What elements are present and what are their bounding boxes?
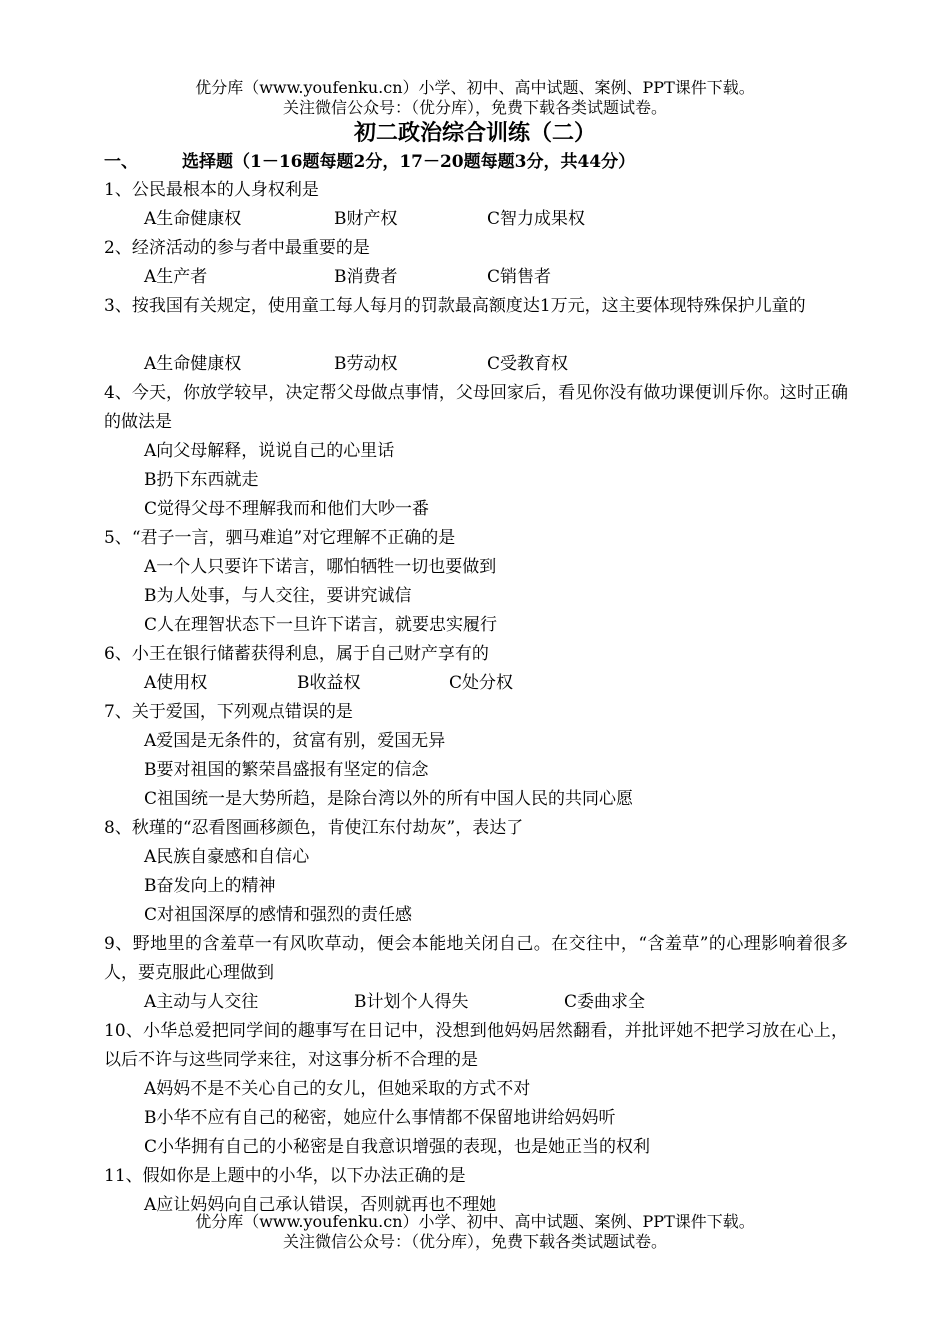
question-9: 9、野地里的含羞草一有风吹草动，便会本能地关闭自己。在交往中，“含羞草”的心理影响着很多人，要克服此心理做到	[104, 934, 848, 983]
question-1: 1、公民最根本的人身权利是	[104, 180, 319, 200]
question-10: 10、小华总爱把同学间的趣事写在日记中，没想到他妈妈居然翻看，并批评她不把学习放在心上，以后不许与这些同学来往，对这事分析不合理的是	[104, 1021, 848, 1070]
question-2: 2、经济活动的参与者中最重要的是	[104, 238, 370, 258]
option: C处分权	[449, 673, 514, 693]
option: B小华不应有自己的秘密，她应什么事情都不保留地讲给妈妈听	[144, 1108, 616, 1128]
option: A向父母解释，说说自己的心里话	[144, 441, 395, 461]
question-8: 8、秋瑾的“忍看图画移颜色，肯使江东付劫灰”，表达了	[104, 818, 524, 838]
option: A民族自豪感和自信心	[144, 847, 310, 867]
question-7: 7、关于爱国，下列观点错误的是	[104, 702, 353, 722]
option: A生命健康权	[144, 209, 242, 229]
question-2-options	[104, 263, 848, 292]
option: C小华拥有自己的小秘密是自我意识增强的表现，也是她正当的权利	[144, 1137, 651, 1157]
option: B扔下东西就走	[144, 470, 259, 490]
option: B财产权	[334, 209, 398, 229]
question-1-options	[104, 205, 848, 234]
option: B要对祖国的繁荣昌盛报有坚定的信念	[144, 760, 429, 780]
footer-line-1: 优分库（www.youfenku.cn）小学、初中、高中试题、案例、PPT课件下载。	[195, 1212, 755, 1231]
section-label: 选择题（1－16题每题2分，17－20题每题3分，共44分）	[182, 152, 636, 172]
question-6-options	[104, 669, 848, 698]
option: B奋发向上的精神	[144, 876, 276, 896]
question-3-options	[104, 350, 848, 379]
option: A使用权	[144, 673, 208, 693]
option: A爱国是无条件的，贫富有别，爱国无异	[144, 731, 446, 751]
question-11: 11、假如你是上题中的小华，以下办法正确的是	[104, 1166, 466, 1186]
question-3: 3、按我国有关规定，使用童工每人每月的罚款最高额度达1万元，这主要体现特殊保护儿童的	[104, 296, 806, 316]
option: A生命健康权	[144, 354, 242, 374]
section-heading	[104, 150, 635, 174]
option: B计划个人得失	[354, 992, 469, 1012]
option: C委曲求全	[564, 992, 646, 1012]
option: C受教育权	[487, 354, 569, 374]
option: A妈妈不是不关心自己的女儿，但她采取的方式不对	[144, 1079, 531, 1099]
option: A主动与人交往	[144, 992, 259, 1012]
option: C人在理智状态下一旦许下诺言，就要忠实履行	[144, 615, 498, 635]
option: B为人处事，与人交往，要讲究诚信	[144, 586, 412, 606]
page-title: 初二政治综合训练（二）	[353, 120, 596, 146]
option: A应让妈妈向自己承认错误，否则就再也不理她	[144, 1195, 497, 1215]
question-list	[104, 176, 848, 1220]
section-number: 一、	[104, 152, 138, 172]
header-line-2: 关注微信公众号：（优分库），免费下载各类试题试卷。	[282, 98, 667, 117]
header-line-1: 优分库（www.youfenku.cn）小学、初中、高中试题、案例、PPT课件下载。	[195, 78, 755, 97]
option: A一个人只要许下诺言，哪怕牺牲一切也要做到	[144, 557, 497, 577]
option: B收益权	[297, 673, 361, 693]
option: C智力成果权	[487, 209, 586, 229]
option: C祖国统一是大势所趋，是除台湾以外的所有中国人民的共同心愿	[144, 789, 634, 809]
question-9-options	[104, 988, 848, 1017]
option: B劳动权	[334, 354, 398, 374]
option: C销售者	[487, 267, 552, 287]
option: C觉得父母不理解我而和他们大吵一番	[144, 499, 430, 519]
footer-line-2: 关注微信公众号：（优分库），免费下载各类试题试卷。	[282, 1232, 667, 1251]
option: A生产者	[144, 267, 208, 287]
question-4: 4、今天，你放学较早，决定帮父母做点事情，父母回家后，看见你没有做功课便训斥你。这时正确的做法是	[104, 383, 848, 432]
question-6: 6、小王在银行储蓄获得利息，属于自己财产享有的	[104, 644, 489, 664]
option: C对祖国深厚的感情和强烈的责任感	[144, 905, 413, 925]
option: B消费者	[334, 267, 398, 287]
question-5: 5、“君子一言，驷马难追”对它理解不正确的是	[104, 528, 456, 548]
